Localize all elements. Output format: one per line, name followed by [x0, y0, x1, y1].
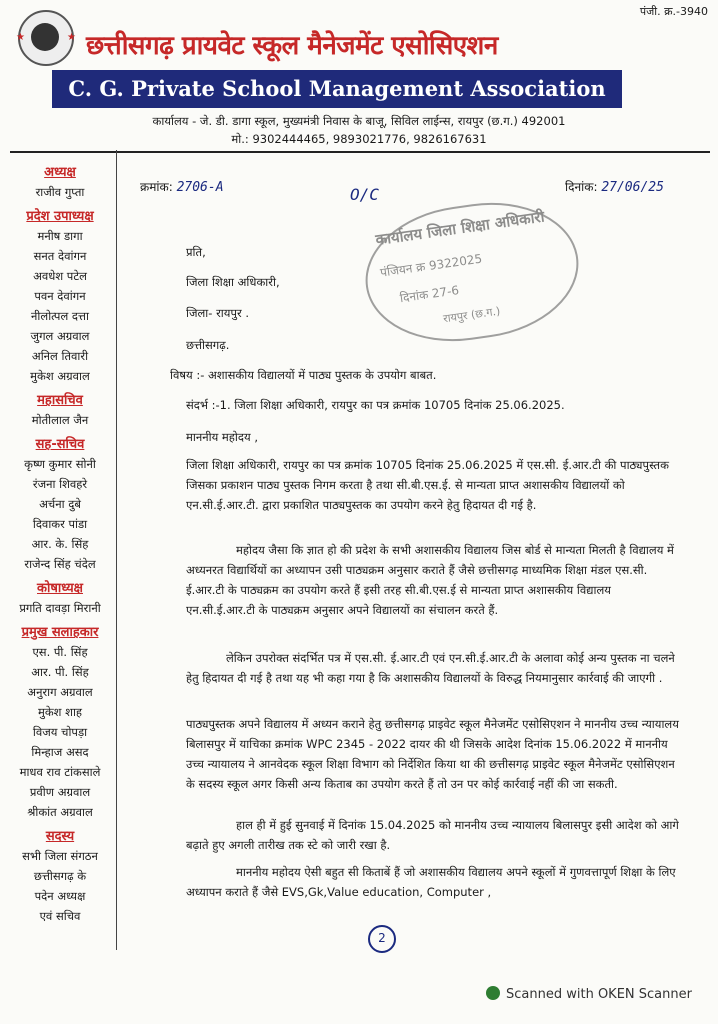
sidebar-heading: प्रदेश उपाध्यक्ष [26, 209, 94, 224]
salutation: माननीय महोदय , [186, 430, 258, 444]
office-bearers-sidebar [0, 158, 120, 926]
sidebar-member-name: अनिल तिवारी [31, 349, 89, 363]
registration-number: पंजी. क्र.-3940 [639, 5, 708, 18]
sidebar-member-name: कृष्ण कुमार सोनी [24, 457, 96, 471]
recipient-line: जिला- रायपुर . [186, 306, 249, 320]
stamp-place: रायपुर (छ.ग.) [442, 304, 502, 326]
sidebar-member-name: नीलोत्पल दत्ता [31, 309, 89, 323]
sidebar-member-name: सनत देवांगन [33, 249, 87, 263]
sidebar-member-name: अनुराग अग्रवाल [27, 685, 93, 699]
oc-mark: O/C [350, 185, 379, 204]
sidebar-member-name: मिन्हाज असद [31, 745, 89, 759]
sidebar-heading: सदस्य [45, 829, 75, 844]
sidebar-member-name: मुकेश अग्रवाल [30, 369, 90, 383]
sidebar-member-name: राजीव गुप्ता [35, 185, 85, 199]
body-paragraph: माननीय महोदय ऐसी बहुत सी किताबें हैं जो अशासकीय विद्यालय अपने स्कूलों में गुणवत्तापूर्ण शिक्षा के लिए अध्यापन कराते हैं जैसे EVS,Gk,Value education, Computer , [186, 865, 676, 899]
sidebar-member-name: एस. पी. सिंह [32, 645, 88, 659]
sidebar-member-name: आर. पी. सिंह [31, 665, 89, 679]
association-logo: ★ ★ [18, 10, 74, 66]
office-address: कार्यालय - जे. डी. डागा स्कूल, मुख्यमंत्री निवास के बाजू, सिविल लाईन्स, रायपुर (छ.ग.) 492001 [152, 114, 566, 128]
title-hindi: छत्तीसगढ़ प्रायवेट स्कूल मैनेजमेंट एसोसिएशन [86, 31, 498, 61]
scanner-watermark: Scanned with OKEN Scanner [486, 986, 692, 1002]
sidebar-heading: महासचिव [37, 393, 83, 408]
subject-line: विषय :- अशासकीय विद्यालयों में पाठ्य पुस्तक के उपयोग बाबत. [170, 368, 437, 382]
sidebar-member-name: मनीष डागा [37, 229, 83, 243]
body-paragraph: लेकिन उपरोक्त संदर्भित पत्र में एस.सी. ई.आर.टी एवं एन.सी.ई.आर.टी के अलावा कोई अन्य पुस्तक ना चलने हेतु हिदायत दी गई है तथा यह भी कहा गया है कि अशासकीय विद्यालयों के विरुद्ध नियमानुसार कार्रवाई की जाएगी . [186, 651, 675, 685]
stamp-registration: पंजियन क्र 9322025 [379, 251, 483, 280]
sidebar-member-name: माधव राव टांकसाले [19, 765, 101, 779]
sidebar-member-name: मुकेश शाह [37, 705, 83, 719]
reference-number: क्रमांक: 2706-A [140, 180, 224, 195]
receipt-stamp [357, 191, 588, 353]
sidebar-member-name: जुगल अग्रवाल [30, 329, 90, 343]
stamp-office: कार्यालय जिला शिक्षा अधिकारी [374, 207, 546, 250]
sidebar-member-name: राजेन्द सिंह चंदेल [24, 557, 96, 571]
sidebar-member-name: प्रगति दावड़ा मिरानी [19, 601, 101, 615]
sidebar-member-name: सभी जिला संगठन [22, 849, 98, 863]
recipient-line: छत्तीसगढ़. [186, 338, 230, 352]
body-paragraph: जिला शिक्षा अधिकारी, रायपुर का पत्र क्रमांक 10705 दिनांक 25.06.2025 में एस.सी. ई.आर.टी की पाठ्यपुस्तक जिसका प्रकाशन पाठ्य पुस्तक निगम करता है तथा सी.बी.एस.ई. से मान्यता प्राप्त अशासकीय विद्यालयों को एन.सी.ई.आर.टी. द्वारा प्रकाशित पाठ्यपुस्तक का उपयोग करने हेतु हिदायत दी गई है. [186, 458, 669, 512]
body-paragraph: महोदय जैसा कि ज्ञात हो की प्रदेश के सभी अशासकीय विद्यालय जिस बोर्ड से मान्यता मिलती है विद्यालय में अध्यनरत विद्यार्थियों का अध्यापन उसी पाठ्यक्रम अनुसार कराते हैं जैसे छत्तीसगढ़ माध्यमिक शिक्षा मंडल एस.सी. ई.आर.टी के पाठ्यक्रम का उपयोग करते हैं इसी तरह सी.बी.एस.ई से मान्यता प्राप्त अशासकीय विद्यालय एन.सी.ई.आर.टी के पाठ्यक्रम अनुसार अपने विद्यालयों का संचालन करते हैं. [186, 543, 674, 617]
sidebar-member-name: एवं सचिव [39, 909, 81, 923]
sidebar-member-name: अवधेश पटेल [33, 269, 87, 283]
sidebar-member-name: अर्चना दुबे [39, 497, 81, 511]
sidebar-member-name: छत्तीसगढ़ के [33, 869, 87, 883]
sidebar-member-name: आर. के. सिंह [31, 537, 89, 551]
sidebar-divider [116, 150, 117, 950]
header-divider [10, 151, 710, 153]
body-paragraph: पाठ्यपुस्तक अपने विद्यालय में अध्यन कराने हेतु छत्तीसगढ़ प्राइवेट स्कूल मैनेजमेंट एसोसिएशन ने माननीय उच्च न्यायालय बिलासपुर में याचिका क्रमांक WPC 2345 - 2022 दायर की थी जिसके आदेश दिनांक 15.06.2022 में माननीय उच्च न्यायालय ने आनवेदक स्कूल शिक्षा विभाग को निर्देशित किया था की छत्तीसगढ़ प्राइवेट स्कूल मैनेजमेंट एसोसिएशन के सदस्य स्कूल अगर किसी अन्य किताब का उपयोग करते हैं तो उन पर कोई कार्रवाई नहीं की जा सकती. [186, 717, 679, 791]
reference-line: संदर्भ :-1. जिला शिक्षा अधिकारी, रायपुर का पत्र क्रमांक 10705 दिनांक 25.06.2025. [186, 398, 565, 412]
page-number-mark: 2 [368, 925, 396, 953]
sidebar-member-name: रंजना शिवहरे [32, 477, 88, 491]
phone-numbers: मो.: 9302444465, 9893021776, 9826167631 [231, 132, 487, 146]
letter-date: दिनांक: 27/06/25 [565, 180, 664, 195]
body-paragraph: हाल ही में हुई सुनवाई में दिनांक 15.04.2025 को माननीय उच्च न्यायालय बिलासपुर इसी आदेश को आगे बढ़ाते हुए अगली तारीख तक स्टे को जारी रखा है. [186, 818, 679, 852]
title-english-banner: C. G. Private School Management Association [52, 70, 622, 108]
sidebar-member-name: प्रवीण अग्रवाल [29, 785, 91, 799]
recipient-line: जिला शिक्षा अधिकारी, [186, 275, 280, 289]
sidebar-heading: अध्यक्ष [44, 165, 76, 180]
sidebar-member-name: श्रीकांत अग्रवाल [27, 805, 93, 819]
sidebar-member-name: पवन देवांगन [34, 289, 86, 303]
sidebar-heading: कोषाध्यक्ष [37, 581, 83, 596]
sidebar-member-name: पदेन अध्यक्ष [34, 889, 86, 903]
stamp-date: दिनांक 27-6 [398, 283, 460, 306]
sidebar-member-name: मोतीलाल जैन [31, 413, 89, 427]
recipient-line: प्रति, [186, 245, 206, 259]
oken-scanner-icon [486, 986, 500, 1000]
sidebar-member-name: दिवाकर पांडा [32, 517, 88, 531]
sidebar-heading: प्रमुख सलाहकार [21, 625, 99, 640]
sidebar-member-name: विजय चोपड़ा [32, 725, 88, 739]
sidebar-heading: सह-सचिव [35, 437, 85, 452]
